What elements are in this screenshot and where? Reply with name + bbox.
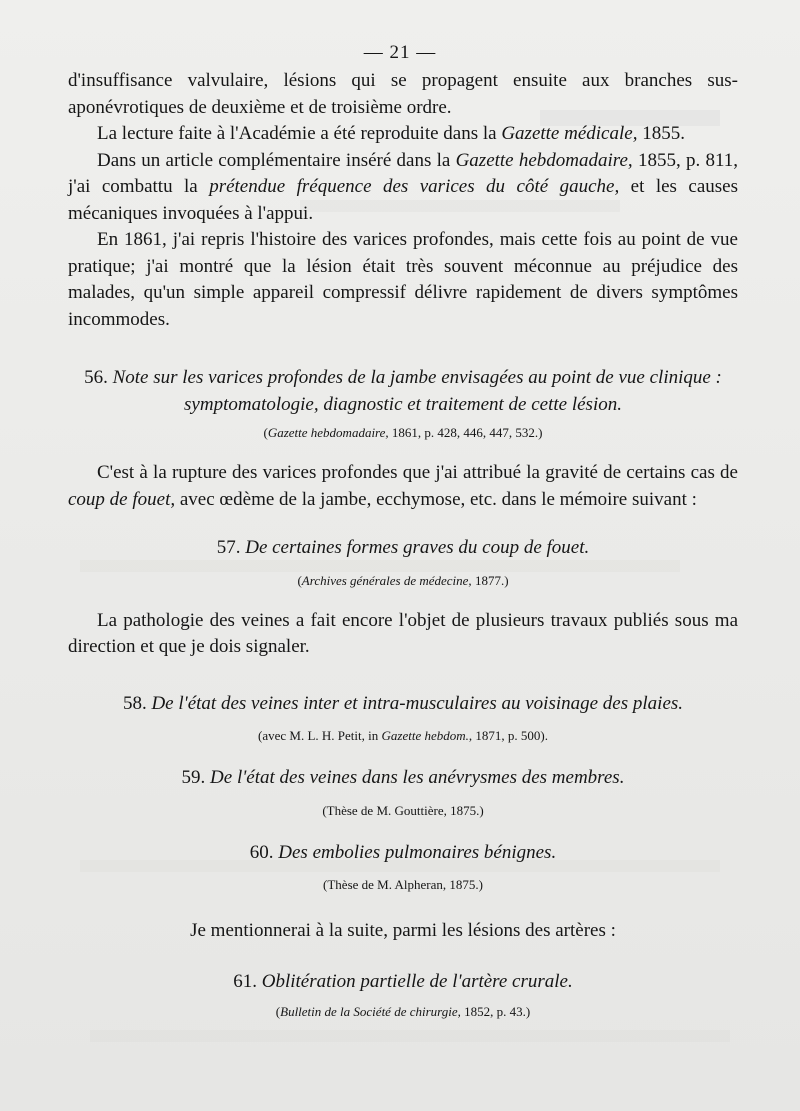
spacer xyxy=(68,945,738,969)
entry-number: 59. xyxy=(181,767,206,788)
text-run: 1855, p. 811, j'ai combattu la xyxy=(68,149,738,197)
entry-number: 60. xyxy=(249,841,274,863)
entry-title-line: De l'état des veines inter et intra-musculaires au voisinage des plaies. xyxy=(151,692,684,714)
entry-58-title xyxy=(68,691,738,718)
text-run: 1852, p. 43.) xyxy=(460,1004,531,1019)
emphasized-phrase: prétendue fréquence des varices du côté gauche, xyxy=(209,176,620,197)
spacer xyxy=(68,442,738,460)
page-number: — 21 — xyxy=(363,42,437,63)
paragraph-article-complementaire xyxy=(68,148,738,228)
entry-57-title xyxy=(68,535,738,562)
entry-58-reference xyxy=(68,727,738,745)
entry-title-line: De certaines formes graves du coup de fouet. xyxy=(245,537,590,558)
entry-title-line: symptomatologie, diagnostic et traitement de cette lésion. xyxy=(184,393,622,415)
paragraph-academie xyxy=(68,121,738,148)
entry-61 xyxy=(68,969,738,1022)
entry-57-reference xyxy=(68,572,738,590)
spacer xyxy=(68,894,738,918)
text-run: ( xyxy=(263,425,268,440)
paragraph-coup-de-fouet xyxy=(68,460,738,513)
entry-title-line: Note sur les varices profondes de la jambe envisagées au point de vue clinique : xyxy=(112,367,722,388)
text-run: C'est à la rupture des varices profondes que j'ai attribué la gravité de certains cas de xyxy=(97,462,738,483)
entry-56-reference xyxy=(68,424,738,442)
entry-title-line: De l'état des veines dans les anévrysmes des membres. xyxy=(210,767,625,788)
spacer xyxy=(68,661,738,691)
text-run: , 1871, p. 500). xyxy=(468,728,548,743)
entry-59-title xyxy=(68,765,738,792)
entry-number: 57. xyxy=(216,537,241,558)
page-body xyxy=(68,68,738,1021)
text-run: La lecture faite à l'Académie a été reproduite dans la xyxy=(97,123,502,144)
entry-number: 61. xyxy=(233,970,257,992)
spacer xyxy=(68,590,738,608)
text-run: ( xyxy=(275,1004,281,1019)
entry-59 xyxy=(68,765,738,820)
spacer xyxy=(68,745,738,765)
text-run: Dans un article complémentaire inséré dans la xyxy=(97,149,456,171)
journal-title: Gazette hebdomadaire, xyxy=(455,149,633,171)
text-run: avec œdème de la jambe, ecchymose, etc. dans le mémoire suivant : xyxy=(175,488,697,510)
entry-56 xyxy=(68,365,738,442)
entry-58 xyxy=(68,691,738,746)
spacer xyxy=(68,513,738,535)
paragraph-pathologie-veines: La pathologie des veines a fait encore l'objet de plusieurs travaux publiés sous ma direction et que je dois signaler. xyxy=(68,609,738,657)
text-run: 1855. xyxy=(637,123,685,144)
bleed-through-shadow xyxy=(90,1030,730,1042)
text-run: (avec M. L. H. Petit, in xyxy=(258,728,382,743)
paragraph-lesions-arteres: Je mentionnerai à la suite, parmi les lésions des artères : xyxy=(190,920,616,941)
paragraph-1861: En 1861, j'ai repris l'histoire des varices profondes, mais cette fois au point de vue pratique; j'ai montré que la lésion était très souvent méconnue au préjudice des malades, qu'un simple appareil compressif délivre rapidement de divers symptômes incommodes. xyxy=(68,229,738,330)
entry-60-title xyxy=(68,840,738,867)
spacer xyxy=(68,333,738,365)
emphasized-phrase: coup de fouet, xyxy=(68,488,176,510)
entry-61-title xyxy=(68,969,738,996)
entry-57 xyxy=(68,535,738,590)
entry-59-reference: (Thèse de M. Gouttière, 1875.) xyxy=(322,802,484,818)
entry-61-reference xyxy=(68,1003,738,1021)
entry-number: 58. xyxy=(122,692,147,714)
text-run: 1877.) xyxy=(471,572,509,588)
spacer xyxy=(68,820,738,840)
journal-title: Gazette hebdomadaire, xyxy=(267,425,389,440)
entry-title-line: Oblitération partielle de l'artère crurale. xyxy=(261,970,573,992)
paragraph-continuation: d'insuffisance valvulaire, lésions qui se propagent ensuite aux branches sus-aponévrotiques de deuxième et de troisième ordre. xyxy=(68,70,738,118)
text-run: et les causes mécaniques invoquées à l'appui. xyxy=(68,176,738,224)
entry-60 xyxy=(68,840,738,895)
text-run: 1861, p. 428, 446, 447, 532.) xyxy=(388,425,543,440)
journal-title: Gazette médicale, xyxy=(501,123,638,144)
journal-title: Gazette hebdom. xyxy=(381,728,469,743)
entry-60-reference: (Thèse de M. Alpheran, 1875.) xyxy=(323,877,483,892)
entry-56-title xyxy=(68,365,738,418)
entry-title-line: Des embolies pulmonaires bénignes. xyxy=(278,841,557,863)
journal-title: Bulletin de la Société de chirurgie, xyxy=(280,1004,461,1019)
entry-number: 56. xyxy=(84,367,108,388)
journal-title: Archives générales de médecine, xyxy=(301,572,472,588)
text-run: ( xyxy=(297,572,302,588)
